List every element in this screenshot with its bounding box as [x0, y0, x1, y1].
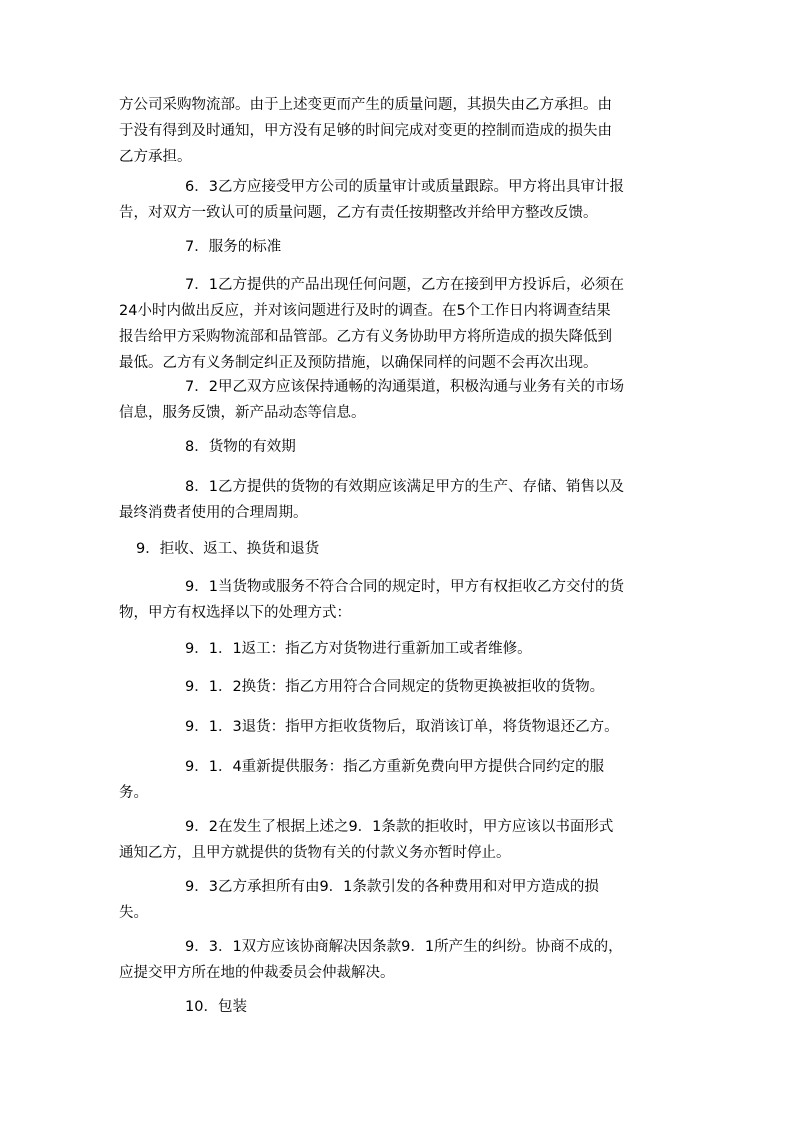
text-line: 24小时内做出反应，并对该问题进行及时的调查。在5个工作日内将调查结果 — [119, 303, 611, 319]
text-line: 乙方承担。 — [119, 149, 192, 165]
text-line: 告，对双方一致认可的质量问题，乙方有责任按期整改并给甲方整改反馈。 — [119, 205, 598, 221]
section-heading: 10．包装 — [185, 999, 247, 1015]
paragraph-9-1-2 — [119, 674, 679, 700]
paragraph-7-1 — [119, 272, 679, 376]
text-line: 通知乙方，且甲方就提供的货物有关的付款义务亦暂时停止。 — [119, 845, 511, 861]
paragraph-9-3-1 — [119, 934, 679, 986]
paragraph-9-2 — [119, 814, 679, 866]
paragraph-1 — [119, 92, 679, 170]
text-line: 失。 — [119, 905, 148, 921]
text-line: 7．1乙方提供的产品出现任何问题，乙方在接到甲方投诉后，必须在 — [185, 277, 624, 293]
section-heading: 7．服务的标准 — [185, 239, 282, 255]
heading-8 — [119, 434, 679, 460]
text-line: 于没有得到及时通知，甲方没有足够的时间完成对变更的控制而造成的损失由 — [119, 123, 612, 139]
text-line: 方公司采购物流部。由于上述变更而产生的质量问题，其损失由乙方承担。由 — [119, 97, 612, 113]
text-line: 最终消费者使用的合理周期。 — [119, 505, 308, 521]
text-line: 务。 — [119, 785, 148, 801]
text-line: 物，甲方有权选择以下的处理方式： — [119, 605, 351, 621]
text-line: 最低。乙方有义务制定纠正及预防措施，以确保同样的问题不会再次出现。 — [119, 355, 598, 371]
paragraph-9-1-1 — [119, 636, 679, 662]
text-line: 9．3．1双方应该协商解决因条款9．1所产生的纠纷。协商不成的， — [185, 939, 623, 955]
text-line: 9．2在发生了根据上述之9．1条款的拒收时，甲方应该以书面形式 — [185, 819, 614, 835]
paragraph-6-3 — [119, 174, 679, 226]
paragraph-9-1 — [119, 574, 679, 626]
heading-9 — [119, 536, 679, 562]
paragraph-9-1-3 — [119, 714, 679, 740]
text-line: 9．1当货物或服务不符合合同的规定时，甲方有权拒收乙方交付的货 — [185, 579, 624, 595]
heading-10 — [119, 994, 679, 1020]
text-line: 6．3乙方应接受甲方公司的质量审计或质量跟踪。甲方将出具审计报 — [185, 179, 624, 195]
text-line: 9．1．4重新提供服务：指乙方重新免费向甲方提供合同约定的服 — [185, 759, 605, 775]
text-line: 9．1．2换货：指乙方用符合合同规定的货物更换被拒收的货物。 — [185, 679, 605, 695]
section-heading: 8．货物的有效期 — [185, 439, 296, 455]
paragraph-8-1 — [119, 474, 679, 526]
text-line: 报告给甲方采购物流部和品管部。乙方有义务协助甲方将所造成的损失降低到 — [119, 329, 612, 345]
text-line: 9．3乙方承担所有由9．1条款引发的各种费用和对甲方造成的损 — [185, 879, 599, 895]
text-line: 9．1．1返工：指乙方对货物进行重新加工或者维修。 — [185, 641, 532, 657]
text-line: 8．1乙方提供的货物的有效期应该满足甲方的生产、存储、销售以及 — [185, 479, 624, 495]
paragraph-7-2 — [119, 374, 679, 426]
section-heading: 9．拒收、返工、换货和退货 — [136, 541, 320, 557]
paragraph-9-3 — [119, 874, 679, 926]
text-line: 7．2甲乙双方应该保持通畅的沟通渠道，积极沟通与业务有关的市场 — [185, 379, 624, 395]
heading-7 — [119, 234, 679, 260]
paragraph-9-1-4 — [119, 754, 679, 806]
text-line: 9．1．3退货：指甲方拒收货物后，取消该订单，将货物退还乙方。 — [185, 719, 619, 735]
text-line: 应提交甲方所在地的仲裁委员会仲裁解决。 — [119, 965, 395, 981]
text-line: 信息，服务反馈，新产品动态等信息。 — [119, 405, 366, 421]
